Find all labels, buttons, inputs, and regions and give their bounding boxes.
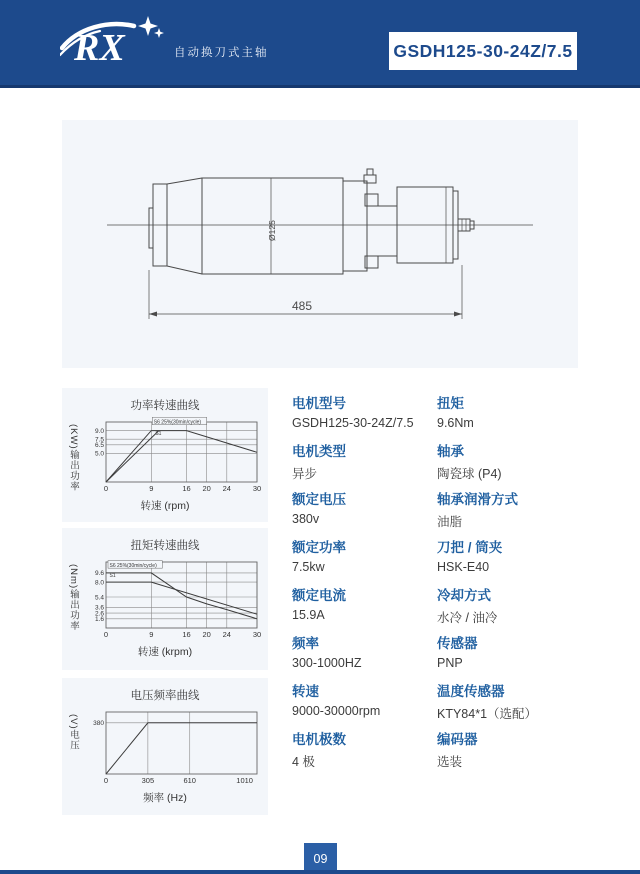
spec-item-motor-poles <box>292 728 437 776</box>
svg-text:0: 0 <box>103 484 109 493</box>
svg-text:1010: 1010 <box>236 776 253 785</box>
svg-text:6.5: 6.5 <box>94 442 104 450</box>
svg-text:S6 25%(30min/cycle): S6 25%(30min/cycle) <box>153 419 202 426</box>
spec-label: 刀把 / 筒夹 <box>437 540 503 555</box>
svg-text:7.5: 7.5 <box>94 436 104 444</box>
spec-label: 电机型号 <box>292 396 346 411</box>
y-axis-label: (Nm)输出功率 <box>68 564 79 632</box>
svg-text:9: 9 <box>149 484 154 493</box>
spec-value: 异步 <box>292 467 318 481</box>
spec-label: 额定功率 <box>292 540 346 555</box>
y-axis-label: (KW)输出功率 <box>68 424 79 492</box>
spec-item-temp-sensor <box>437 680 582 728</box>
svg-text:610: 610 <box>183 776 196 785</box>
x-axis-label: 转速 (krpm) <box>137 646 193 658</box>
spec-item-tool-holder <box>437 536 582 584</box>
spec-label: 轴承 <box>437 444 464 459</box>
svg-text:RX: RX <box>74 27 125 66</box>
spec-item-rated-voltage <box>292 488 437 536</box>
spec-value: 水冷 / 油冷 <box>437 611 498 625</box>
voltage-frequency-chart-card <box>62 678 268 815</box>
spec-item-rated-current <box>292 584 437 632</box>
spec-item-frequency <box>292 632 437 680</box>
spec-value: 油脂 <box>437 515 463 529</box>
spec-value: KTY84*1（选配） <box>437 707 538 721</box>
spec-label: 转速 <box>292 684 319 699</box>
spec-item-motor-model <box>292 392 437 440</box>
spec-item-encoder <box>437 728 582 776</box>
footer-strip <box>0 870 640 874</box>
spec-value: 9.6Nm <box>437 416 474 430</box>
x-axis-label: 频率 (Hz) <box>143 792 187 804</box>
svg-text:30: 30 <box>252 484 262 493</box>
brand-subtitle: 自动换刀式主轴 <box>174 47 269 59</box>
spec-value: PNP <box>437 656 463 670</box>
spec-value: HSK-E40 <box>437 560 490 574</box>
chart-title: 功率转速曲线 <box>130 400 200 412</box>
spec-label: 编码器 <box>437 732 478 747</box>
svg-text:5.4: 5.4 <box>94 594 104 602</box>
spec-item-motor-type <box>292 440 437 488</box>
spec-label: 传感器 <box>437 636 478 651</box>
x-axis-label: 转速 (rpm) <box>140 500 190 512</box>
torque-speed-chart-card <box>62 528 268 670</box>
spec-label: 轴承润滑方式 <box>437 492 518 507</box>
svg-text:16: 16 <box>182 630 191 639</box>
spec-label: 电机类型 <box>292 444 346 459</box>
svg-text:24: 24 <box>222 630 231 639</box>
svg-text:9.6: 9.6 <box>94 570 104 578</box>
svg-text:0: 0 <box>103 776 109 785</box>
spec-value: 陶瓷球 (P4) <box>437 467 502 481</box>
spec-value: 9000-30000rpm <box>292 704 381 718</box>
svg-text:20: 20 <box>202 630 211 639</box>
technical-drawing-card <box>62 120 578 368</box>
page-number-badge: 09 <box>304 843 337 874</box>
power-speed-chart-card <box>62 388 268 522</box>
voltage-frequency-plot <box>84 707 264 787</box>
header-bar <box>0 0 640 88</box>
spec-value: 300-1000HZ <box>292 656 362 670</box>
spec-item-cooling <box>437 584 582 632</box>
spec-item-lubrication <box>437 488 582 536</box>
spec-value: 4 极 <box>292 755 315 769</box>
spec-label: 额定电压 <box>292 492 346 507</box>
svg-text:16: 16 <box>182 484 191 493</box>
torque-speed-plot <box>84 557 264 641</box>
power-speed-plot <box>84 417 264 495</box>
svg-text:S1: S1 <box>155 431 162 438</box>
y-axis-label: (V)电压 <box>68 714 79 751</box>
svg-text:380: 380 <box>93 720 104 728</box>
svg-text:3.6: 3.6 <box>94 604 104 612</box>
spec-value: 15.9A <box>292 608 325 622</box>
spec-item-bearing <box>437 440 582 488</box>
spec-label: 额定电流 <box>292 588 346 603</box>
spec-value: 选装 <box>437 755 463 769</box>
svg-text:2.6: 2.6 <box>94 610 104 618</box>
spec-column-left <box>292 392 437 776</box>
spec-value: 7.5kw <box>292 560 325 574</box>
spec-column-right <box>437 392 582 776</box>
svg-text:9: 9 <box>149 630 154 639</box>
spec-value: 380v <box>292 512 320 526</box>
svg-text:305: 305 <box>141 776 155 785</box>
spec-item-speed <box>292 680 437 728</box>
svg-text:1.6: 1.6 <box>94 616 104 624</box>
svg-text:24: 24 <box>222 484 231 493</box>
model-number-box: GSDH125-30-24Z/7.5 <box>389 32 577 70</box>
rx-logo-icon <box>60 14 164 66</box>
svg-text:0: 0 <box>103 630 109 639</box>
svg-text:8.0: 8.0 <box>94 579 104 587</box>
spec-label: 扭矩 <box>437 396 464 411</box>
svg-text:20: 20 <box>202 484 211 493</box>
diameter-dimension-label: Ø125 <box>267 220 277 241</box>
chart-title: 扭矩转速曲线 <box>130 540 200 552</box>
svg-text:S6 25%(30min/cycle): S6 25%(30min/cycle) <box>109 563 157 570</box>
spec-value: GSDH125-30-24Z/7.5 <box>292 416 414 430</box>
chart-title: 电压频率曲线 <box>130 690 200 702</box>
spec-item-rated-power <box>292 536 437 584</box>
svg-text:5.0: 5.0 <box>94 450 104 458</box>
spec-label: 冷却方式 <box>437 588 491 603</box>
brand-logo <box>60 14 269 66</box>
spec-item-sensor <box>437 632 582 680</box>
spec-label: 温度传感器 <box>437 684 505 699</box>
svg-text:9.0: 9.0 <box>94 427 104 435</box>
svg-text:S1: S1 <box>109 572 116 579</box>
spec-label: 电机极数 <box>292 732 346 747</box>
svg-text:30: 30 <box>252 630 262 639</box>
spindle-drawing <box>62 120 578 368</box>
spec-item-torque <box>437 392 582 440</box>
spec-label: 频率 <box>292 636 319 651</box>
length-dimension-label: 485 <box>292 299 313 313</box>
